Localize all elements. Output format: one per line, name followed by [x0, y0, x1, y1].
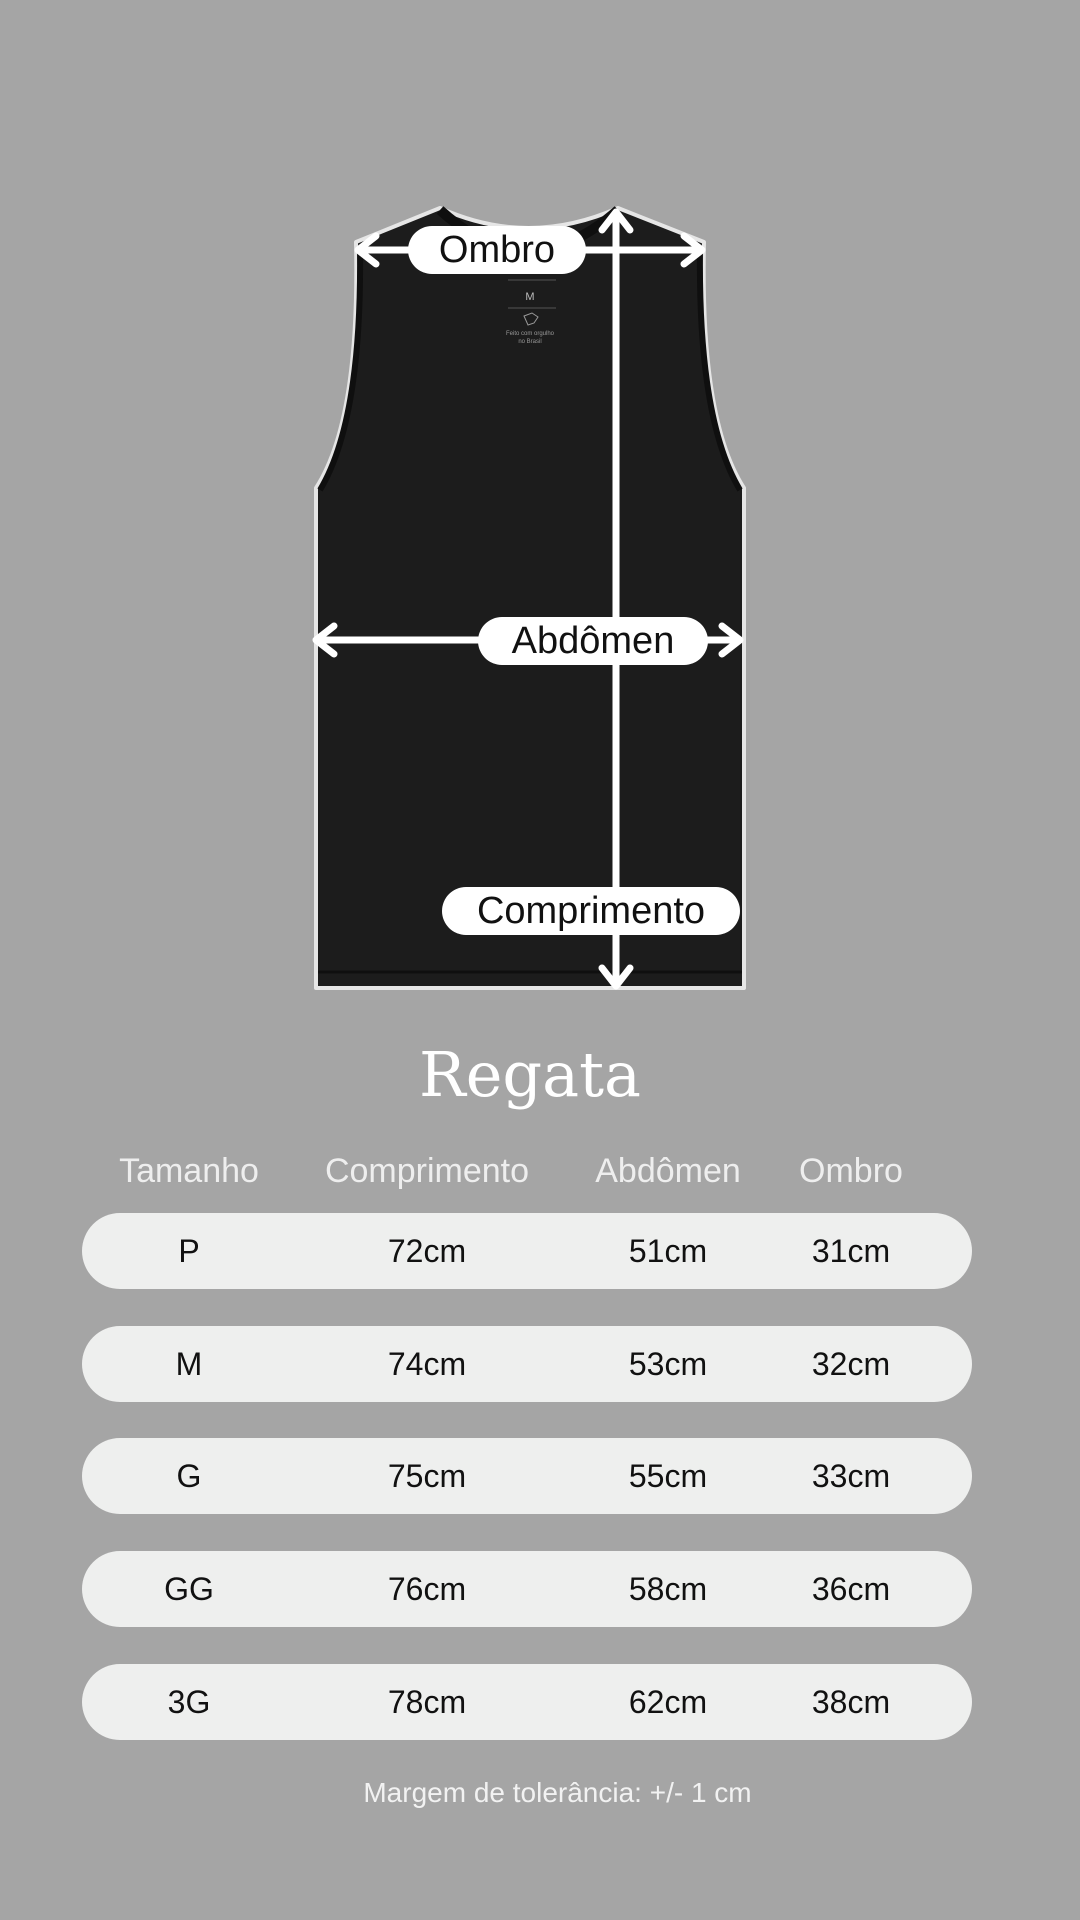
cell-length: 78cm — [387, 1684, 467, 1720]
header-shoulder: Ombro — [799, 1152, 903, 1190]
table-row — [82, 1664, 972, 1740]
cell-shoulder: 31cm — [811, 1233, 891, 1269]
cell-abdomen: 51cm — [628, 1233, 708, 1269]
cell-abdomen: 62cm — [628, 1684, 708, 1720]
cell-shoulder: 36cm — [811, 1571, 891, 1607]
shoulder-label: Ombro — [408, 226, 586, 274]
cell-length: 74cm — [387, 1346, 467, 1382]
cell-size: 3G — [167, 1684, 211, 1720]
abdomen-label: Abdômen — [478, 617, 708, 665]
tag-text-line2: no Brasil — [518, 339, 542, 345]
cell-size: P — [178, 1233, 200, 1269]
tag-size: M — [525, 291, 535, 303]
table-row — [82, 1438, 972, 1514]
cell-size: G — [176, 1458, 202, 1494]
cell-abdomen: 53cm — [628, 1346, 708, 1382]
table-row — [82, 1551, 972, 1627]
cell-abdomen: 58cm — [628, 1571, 708, 1607]
header-size: Tamanho — [119, 1152, 259, 1190]
table-row — [82, 1326, 972, 1402]
product-title: Regata — [419, 1038, 641, 1111]
header-abdomen: Abdômen — [595, 1152, 741, 1190]
cell-shoulder: 32cm — [811, 1346, 891, 1382]
cell-size: GG — [164, 1571, 214, 1607]
tag-text-line1: Feito com orgulho — [505, 331, 555, 337]
cell-length: 75cm — [387, 1458, 467, 1494]
table-row — [82, 1213, 972, 1289]
cell-length: 76cm — [387, 1571, 467, 1607]
cell-shoulder: 33cm — [811, 1458, 891, 1494]
tolerance-note: Margem de tolerância: +/- 1 cm — [363, 1777, 752, 1808]
cell-size: M — [175, 1346, 203, 1382]
cell-abdomen: 55cm — [628, 1458, 708, 1494]
header-length: Comprimento — [324, 1152, 530, 1190]
length-label: Comprimento — [442, 887, 740, 935]
cell-length: 72cm — [387, 1233, 467, 1269]
tank-top-shape — [316, 208, 744, 988]
cell-shoulder: 38cm — [811, 1684, 891, 1720]
